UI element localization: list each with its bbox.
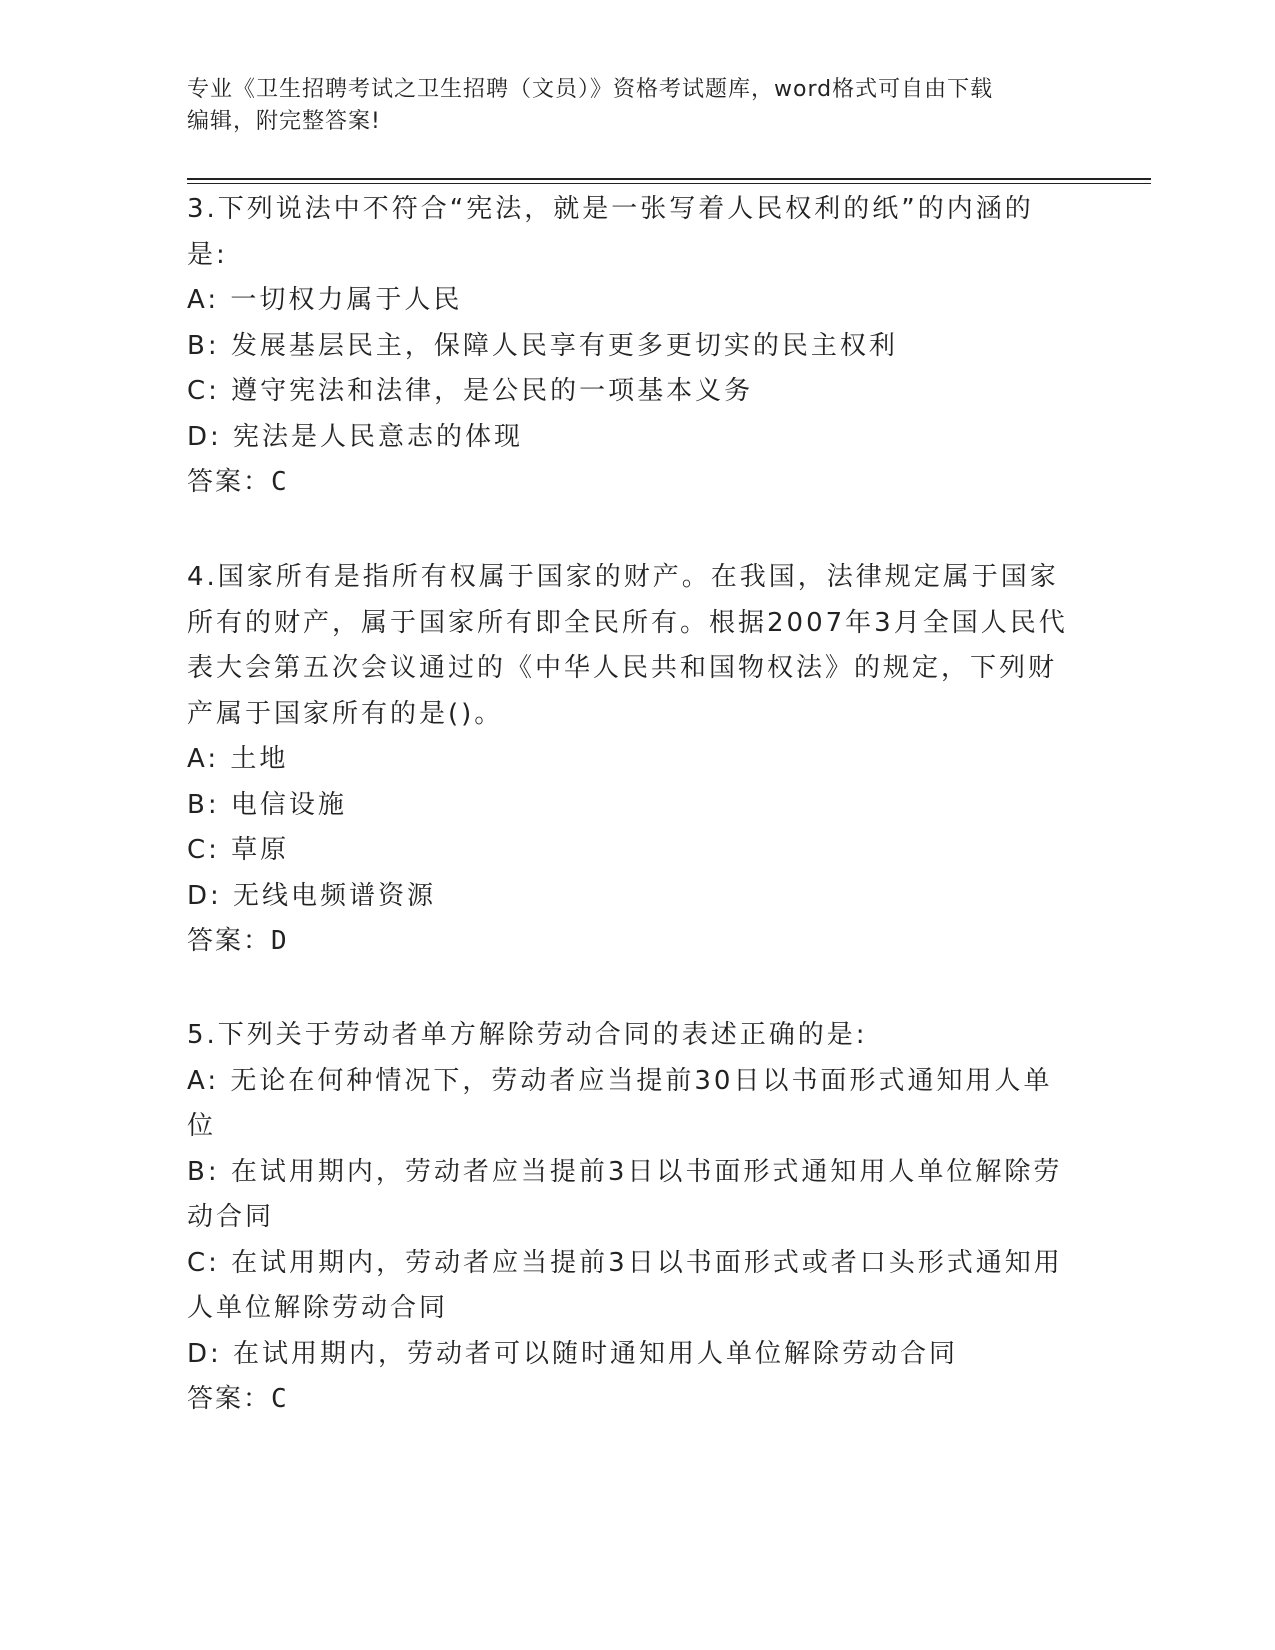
question-5 — [187, 1013, 1087, 1423]
question-stem: 产属于国家所有的是()。 — [187, 698, 504, 729]
option-c: C: 在试用期内，劳动者应当提前3日以书面形式或者口头形式通知用 — [187, 1247, 1063, 1278]
header-line: 编辑，附完整答案! — [187, 109, 381, 134]
option-d: D: 宪法是人民意志的体现 — [187, 421, 524, 452]
option-b: B: 发展基层民主，保障人民享有更多更切实的民主权利 — [187, 330, 898, 361]
question-stem: 表大会第五次会议通过的《中华人民共和国物权法》的规定，下列财 — [187, 653, 1058, 683]
answer — [187, 460, 1087, 506]
header-divider — [187, 183, 1151, 184]
header-divider — [187, 178, 1151, 180]
option-c: C: 草原 — [187, 835, 290, 865]
question-4 — [187, 555, 1087, 965]
answer-label: 答案： — [187, 926, 272, 956]
question-stem: 是: — [187, 239, 228, 270]
question-stem: 所有的财产，属于国家所有即全民所有。根据2007年3月全国人民代 — [187, 607, 1068, 638]
option-d: D: 在试用期内，劳动者可以随时通知用人单位解除劳动合同 — [187, 1338, 959, 1369]
answer-value: D — [271, 926, 289, 956]
option-a: A: 一切权力属于人民 — [187, 285, 463, 315]
document-header — [187, 74, 1087, 138]
option-b: B: 电信设施 — [187, 789, 347, 820]
answer-value: C — [271, 1384, 289, 1414]
answer-label: 答案： — [187, 467, 272, 497]
header-line: 专业《卫生招聘考试之卫生招聘（文员）》资格考试题库，word格式可自由下载 — [187, 77, 994, 102]
option-c: C: 遵守宪法和法律，是公民的一项基本义务 — [187, 376, 754, 406]
answer — [187, 1377, 1087, 1423]
option-b-cont: 动合同 — [187, 1202, 275, 1232]
answer-label: 答案： — [187, 1384, 272, 1414]
option-a: A: 无论在何种情况下，劳动者应当提前30日以书面形式通知用人单 — [187, 1065, 1053, 1096]
question-3 — [187, 187, 1087, 506]
answer — [187, 919, 1087, 965]
option-b: B: 在试用期内，劳动者应当提前3日以书面形式通知用人单位解除劳 — [187, 1156, 1063, 1187]
answer-value: C — [271, 467, 289, 497]
question-stem: 3.下列说法中不符合“宪法，就是一张写着人民权利的纸”的内涵的 — [187, 194, 1034, 224]
option-d: D: 无线电频谱资源 — [187, 880, 437, 911]
question-stem: 4.国家所有是指所有权属于国家的财产。在我国，法律规定属于国家 — [187, 562, 1059, 592]
option-a-cont: 位 — [187, 1111, 217, 1141]
question-stem: 5.下列关于劳动者单方解除劳动合同的表述正确的是: — [187, 1020, 868, 1050]
option-c-cont: 人单位解除劳动合同 — [187, 1293, 449, 1323]
option-a: A: 土地 — [187, 744, 289, 774]
